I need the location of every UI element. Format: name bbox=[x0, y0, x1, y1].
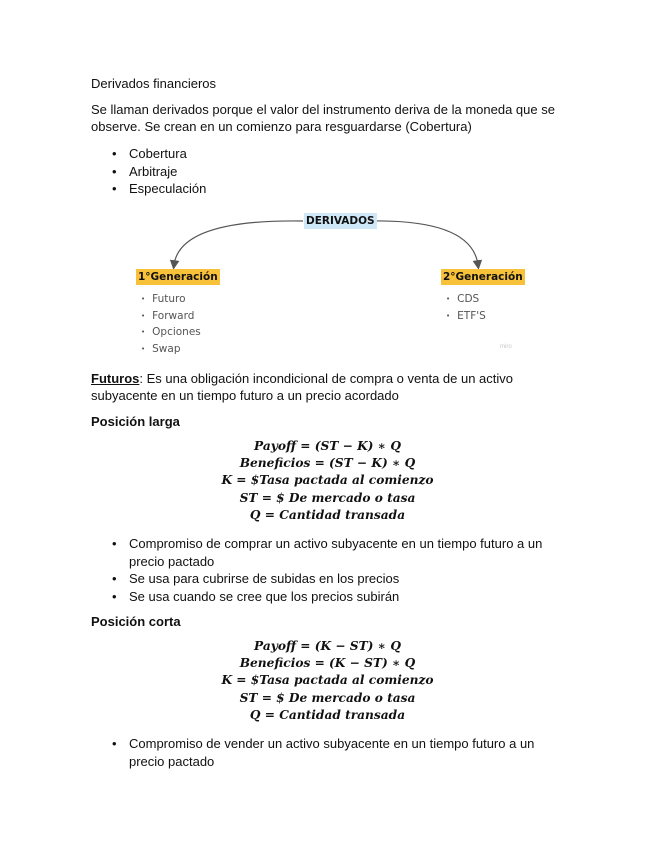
formula-line: ST = $ De mercado o tasa bbox=[239, 690, 416, 705]
first-generation-label: 1°Generación bbox=[138, 271, 218, 283]
futures-definition bbox=[91, 370, 513, 404]
page-title: Derivados financieros bbox=[91, 76, 217, 91]
short-position-bullets bbox=[112, 735, 534, 770]
left-arrow bbox=[174, 221, 303, 265]
list-item: • Cobertura bbox=[112, 145, 206, 163]
uses-list bbox=[112, 145, 206, 198]
derivatives-diagram bbox=[0, 205, 655, 355]
list-item: • Se usa cuando se cree que los precios subirán bbox=[112, 588, 542, 606]
long-position-heading: Posición larga bbox=[91, 414, 180, 429]
list-item: • ETF'S bbox=[446, 309, 486, 326]
list-item bbox=[112, 535, 542, 570]
list-item: • Swap bbox=[141, 342, 201, 359]
right-arrow bbox=[369, 221, 478, 265]
list-item: • Opciones bbox=[141, 325, 201, 342]
miro-watermark: miro bbox=[500, 344, 512, 350]
formula-line: K = $Tasa pactada al comienzo bbox=[221, 673, 434, 688]
list-item: • Futuro bbox=[141, 292, 201, 309]
list-item: • Se usa para cubrirse de subidas en los precios bbox=[112, 570, 542, 588]
short-position-heading: Posición corta bbox=[91, 614, 181, 629]
futures-definition-text: : Es una obligación incondicional de compra o venta de un activo bbox=[139, 371, 514, 386]
formula-line: K = $Tasa pactada al comienzo bbox=[221, 473, 434, 488]
second-generation-label: 2°Generación bbox=[443, 271, 523, 283]
first-generation-list bbox=[141, 292, 201, 358]
second-generation-list bbox=[446, 292, 486, 325]
list-item: • Especulación bbox=[112, 180, 206, 198]
list-item: • CDS bbox=[446, 292, 486, 309]
formula-line: Payoff = (ST − K) ∗ Q bbox=[254, 439, 401, 453]
list-item: • Forward bbox=[141, 309, 201, 326]
formula-line: Beneficios = (ST − K) ∗ Q bbox=[239, 456, 416, 471]
bullet-line: precio pactado bbox=[129, 753, 215, 769]
list-item: • Arbitraje bbox=[112, 163, 206, 181]
intro-line-2: observe. Se crean en un comienzo para resguardarse (Cobertura) bbox=[91, 119, 472, 134]
derivatives-root-label: DERIVADOS bbox=[306, 215, 375, 227]
bullet-line: precio pactado bbox=[129, 553, 215, 569]
intro-line-1: Se llaman derivados porque el valor del instrumento deriva de la moneda que se bbox=[91, 102, 555, 117]
futures-definition-line-2: subyacente en un tiempo futuro a un precio acordado bbox=[91, 388, 399, 403]
formula-line: Beneficios = (K − ST) ∗ Q bbox=[239, 656, 416, 671]
bullet-line: • Compromiso de vender un activo subyacente en un tiempo futuro a un bbox=[129, 736, 535, 751]
formula-line: ST = $ De mercado o tasa bbox=[239, 490, 416, 505]
futures-definition-line-1 bbox=[91, 370, 513, 387]
long-position-formulas bbox=[0, 438, 655, 524]
futures-term: Futuros bbox=[91, 371, 140, 386]
bullet-line: • Compromiso de comprar un activo subyacente en un tiempo futuro a un bbox=[129, 536, 543, 551]
list-item bbox=[112, 735, 534, 770]
short-position-formulas bbox=[0, 638, 655, 724]
intro-paragraph bbox=[91, 101, 555, 135]
formula-line: Q = Cantidad transada bbox=[249, 707, 406, 722]
formula-line: Payoff = (K − ST) ∗ Q bbox=[254, 639, 401, 653]
formula-line: Q = Cantidad transada bbox=[249, 507, 406, 522]
long-position-bullets bbox=[112, 535, 542, 605]
